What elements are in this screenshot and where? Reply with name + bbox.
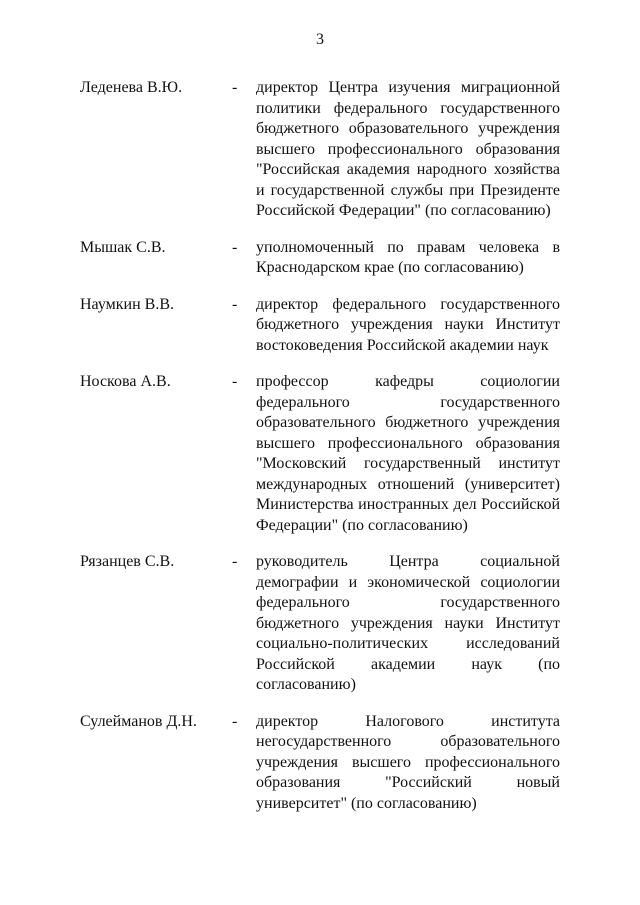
member-dash: - [232, 79, 238, 96]
page-number: 3 [316, 31, 324, 48]
member-name: Наумкин В.В. [80, 295, 174, 313]
member-dash: - [232, 712, 238, 730]
member-role: руководитель Центра социальной демографии и экономической социологии федерального государственного бюджетного учреждения науки Институт социально-политических исследований Российской академии наук (по согласованию) [256, 553, 560, 693]
member-list [0, 78, 640, 830]
member-dash: - [232, 373, 238, 390]
member-entry [0, 238, 640, 279]
member-role: директор Центра изучения миграционной политики федерального государственного бюджетного образовательного учреждения высшего профессионального образования "Российская академия народного хозяйства и государственной службы при Президенте Российской Федерации" (по согласованию) [256, 79, 560, 219]
member-entry [0, 372, 640, 536]
member-name: Носкова А.В. [80, 373, 171, 390]
member-entry [0, 552, 640, 696]
member-dash: - [232, 238, 238, 256]
member-role: директор федерального государственного бюджетного учреждения науки Институт востоковедения Российской академии наук [256, 295, 560, 354]
member-name: Рязанцев С.В. [80, 553, 175, 570]
member-dash: - [232, 295, 238, 313]
member-role: директор Налогового института негосударственного образовательного учреждения высшего профессионального образования "Российский новый университет" (по согласованию) [256, 712, 560, 812]
member-role: уполномоченный по правам человека в Краснодарском крае (по согласованию) [256, 238, 560, 276]
member-name: Леденева В.Ю. [80, 79, 183, 96]
member-dash: - [232, 553, 238, 570]
member-role: профессор кафедры социологии федерального государственного образовательного бюджетного учреждения высшего профессионального образования "Московский государственный институт международных отношений (университет) Министерства иностранных дел Российской Федерации" (по согласованию) [256, 373, 560, 534]
member-entry [0, 295, 640, 357]
member-entry [0, 78, 640, 222]
member-name: Сулейманов Д.Н. [80, 712, 197, 730]
member-entry [0, 712, 640, 815]
member-name: Мышак С.В. [80, 238, 166, 256]
